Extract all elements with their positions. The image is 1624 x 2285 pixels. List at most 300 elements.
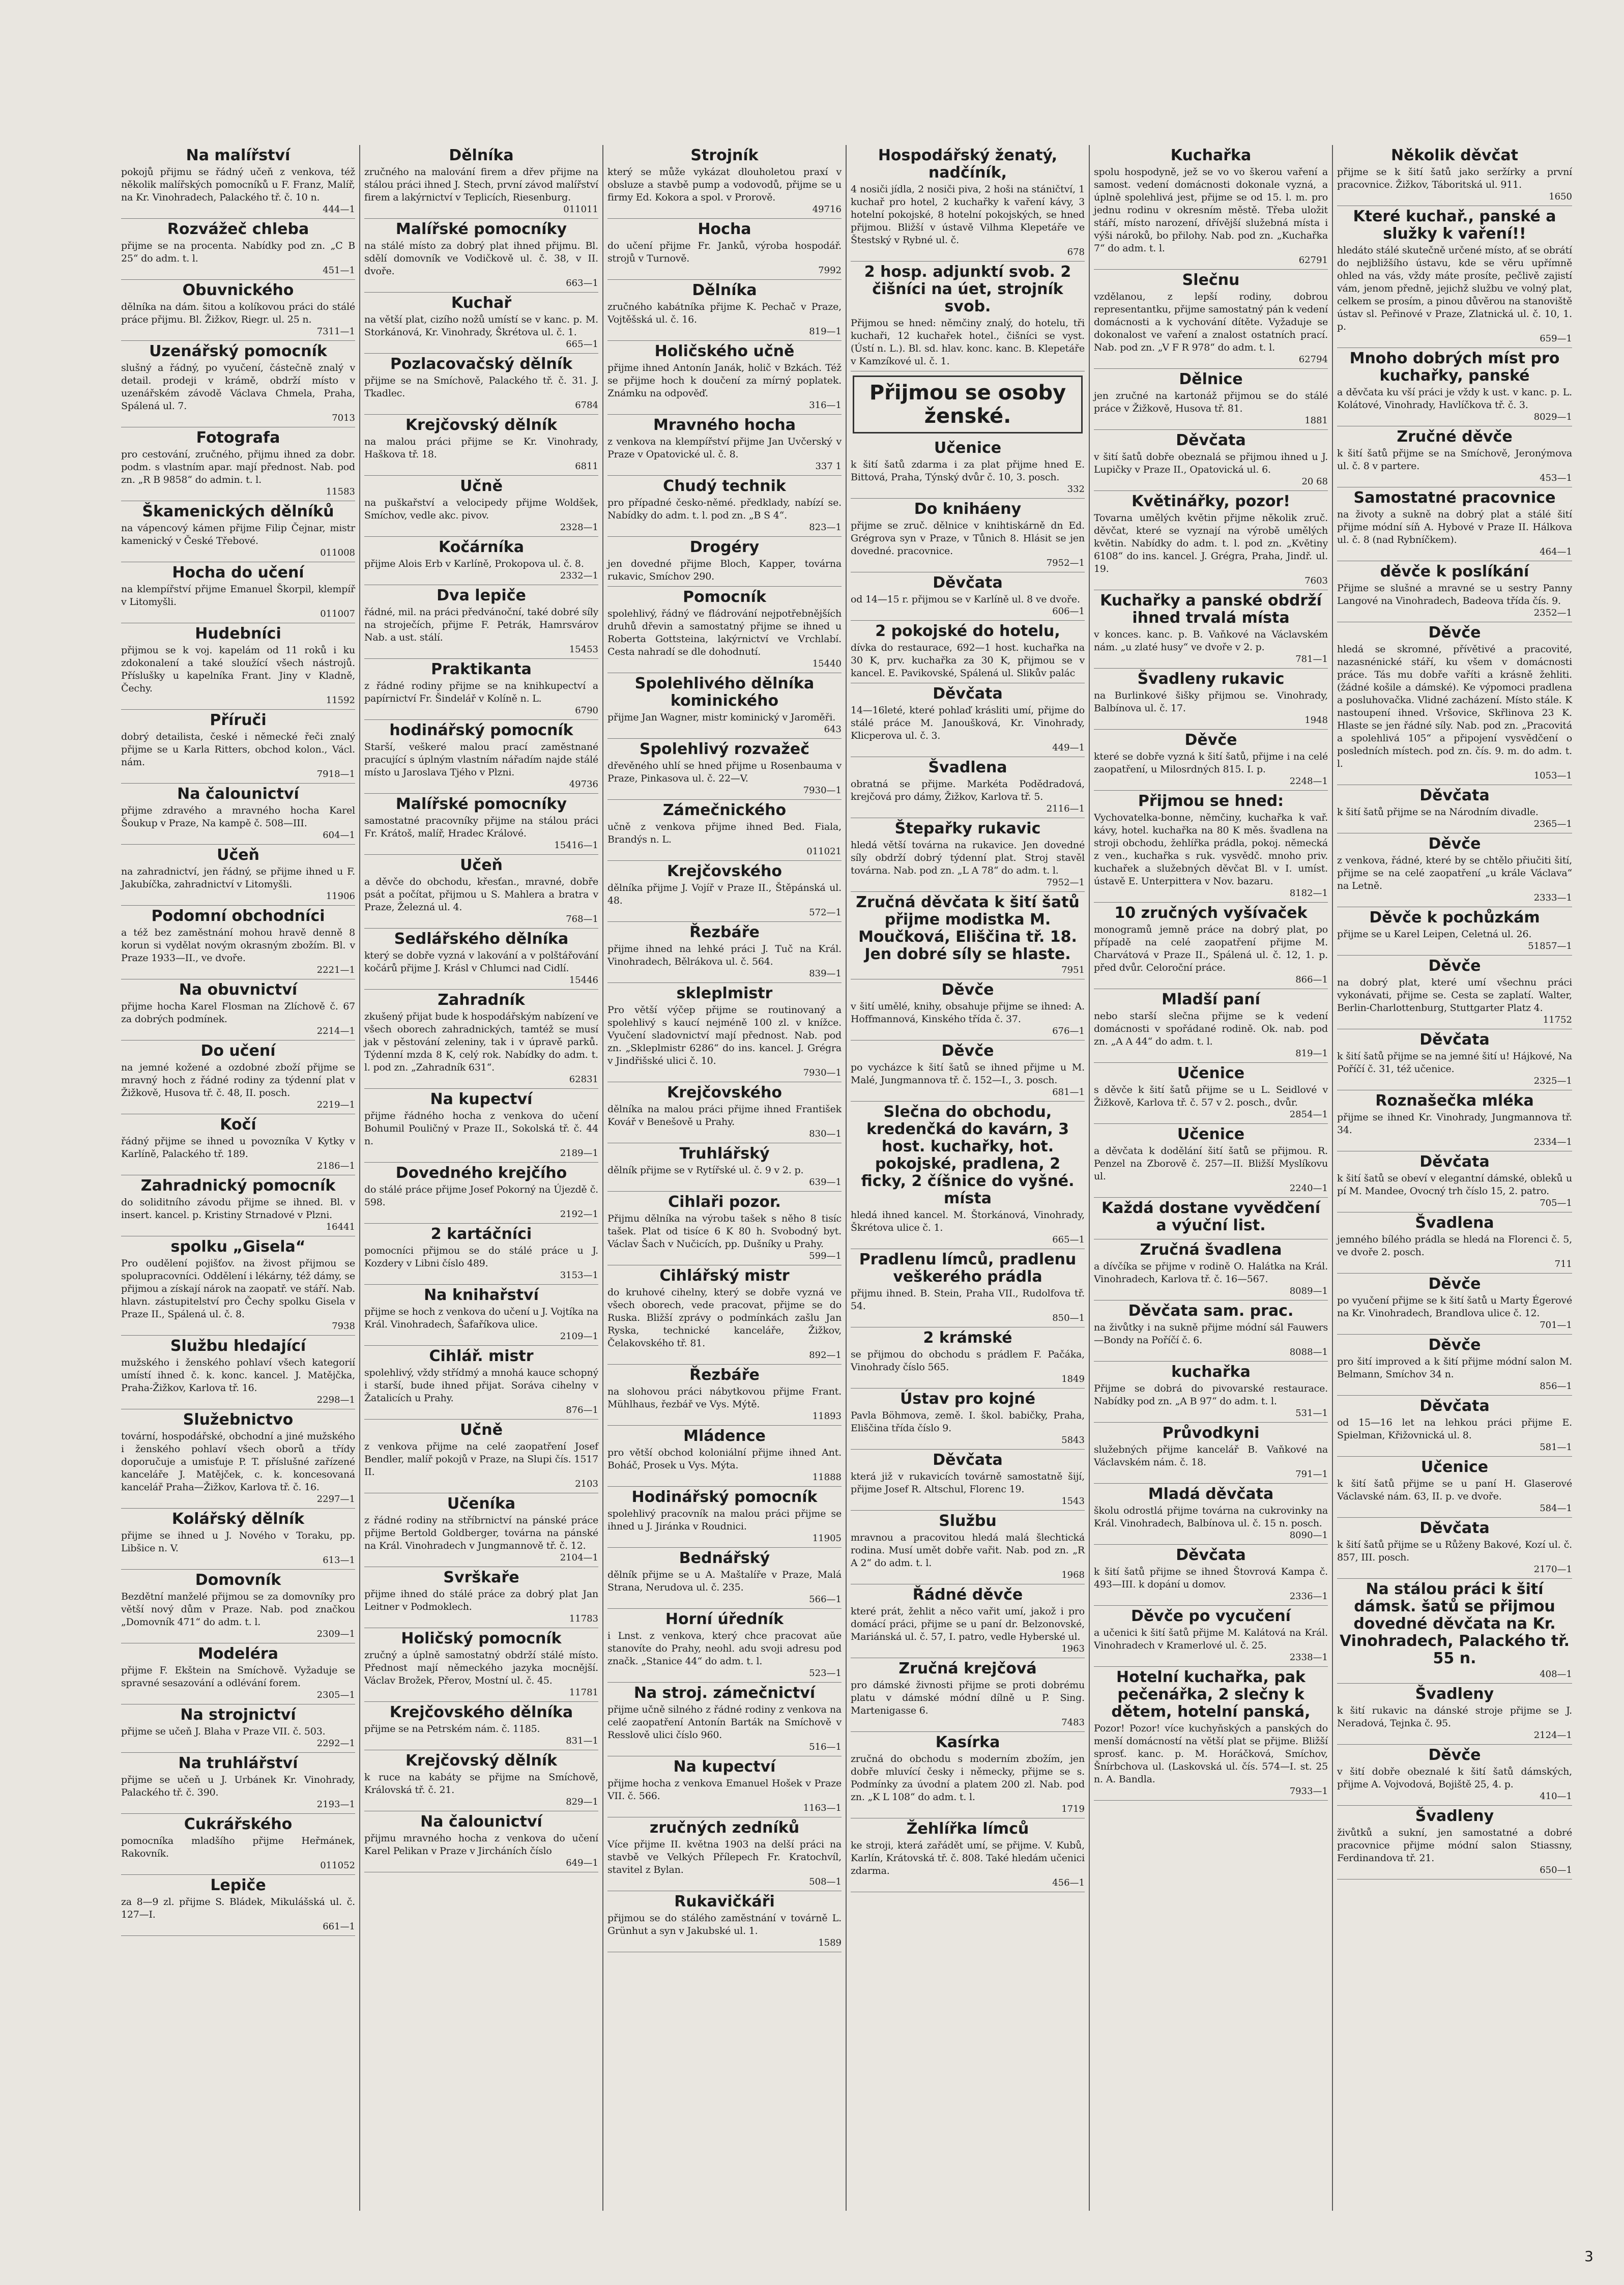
classified-ad xyxy=(1094,1239,1328,1300)
ad-body: přijme se u Karel Leipen, Celetná ul. 26. xyxy=(1337,929,1532,940)
classified-ad xyxy=(364,720,598,794)
ad-heading: Na stálou práci k šití dámsk. šatů se přijmou dovedné děvčata na Kr. Vinohradech, Palackého tř. 55 n. xyxy=(1339,1580,1570,1667)
ad-code: 11893 xyxy=(812,1411,842,1422)
ad-body: k šití šatů přijme se na Smíchově, Jeronýmova ul. č. 8 v partere. xyxy=(1337,448,1572,472)
ad-body: spolu hospodyně, jež se vo vo škerou vaření a samost. vedení domácnosti dokonale vyzná, a úplně spolehlivá jest, přijme se od 15. l. m. pro jednu rodinu v okresním městě. Třeba uložit stáří, místo narození, dřívější služebná místa i výši nároků, bo přilohy. Nab. pod zn. „Kuchařka 7“ do adm. t. l. xyxy=(1094,166,1328,254)
ad-code: 7952—1 xyxy=(1046,558,1085,568)
ad-body: přijmu ihned. B. Stein, Praha VII., Rudolfova tř. 54. xyxy=(851,1288,1085,1312)
ad-body: Pro větší výčep přijme se routinovaný a spolehlivý s kaucí nejméně 100 zl. v knížce. Vyučení sladovnictví mají přednost. Nab. pod zn. „Skleplmistr 6286“ do ins. kancel. J. Grégra v Jindřišské ulici č. 10. xyxy=(607,1004,842,1066)
ad-heading: Strojník xyxy=(690,147,759,164)
ad-body: přijme se ihned u J. Nového v Toraku, pp. Libšice n. V. xyxy=(121,1530,355,1554)
ad-code: 566—1 xyxy=(809,1594,842,1605)
ad-body: do učení přijme Fr. Janků, výroba hospodář. strojů v Turnově. xyxy=(607,240,842,264)
ad-heading: Příruči xyxy=(210,711,267,729)
ad-code: 15446 xyxy=(569,975,598,986)
ad-code: 49716 xyxy=(812,204,842,215)
ad-body: pro cestování, zručného, přijmu ihned za dobr. podm. s vlastním apar. mají přednost. Nab. pod zn. „R B 9858“ do admin. t. l. xyxy=(121,449,355,485)
classified-ad xyxy=(364,1628,598,1702)
ad-heading: Pozlacovačský dělník xyxy=(390,355,573,373)
ad-body: z venkova na klempířství přijme Jan Uvčerský v Praze v Opatovické ul. č. 8. xyxy=(607,436,842,460)
ad-body: pro větší obchod koloniální přijme ihned Ant. Boháč, Prosek u Vys. Mýta. xyxy=(607,1447,842,1471)
ad-heading: Děvčata xyxy=(933,685,1003,703)
ad-code: 7483 xyxy=(1061,1717,1085,1728)
ad-body: spolehlivý, řádný ve fládrování nejpotřebnějších druhů dřevin a samostatný přijme se ihned u Roberta Gottsteina, lakýrnictví ve Vrchlabí. Cesta nahradí se dle dohodnutí. xyxy=(607,608,842,657)
ad-heading: Do učení xyxy=(200,1042,276,1060)
ad-body: dělníka přijme J. Vojíř v Praze II., Štěpánská ul. 48. xyxy=(607,882,842,906)
classified-ad xyxy=(364,145,598,219)
ad-heading: Praktikanta xyxy=(431,660,532,678)
ad-heading: Cihlář. mistr xyxy=(429,1347,534,1365)
classified-ad xyxy=(364,659,598,720)
classified-ad xyxy=(607,1683,842,1756)
ad-heading: Dovedného krejčího xyxy=(395,1164,567,1182)
classified-ad xyxy=(607,145,842,219)
classified-ad xyxy=(121,1704,355,1753)
ad-heading: Na strojnictví xyxy=(180,1706,296,1724)
ad-body: v šití umělé, knihy, obsahuje přijme se ihned: A. Hoffmannová, Kinského třída č. 37. xyxy=(851,1001,1085,1025)
ad-body: na Burlinkové šišky přijmou se. Vinohrady, Balbínova ul. č. 17. xyxy=(1094,690,1328,714)
ad-heading: Zručná děvčata k šití šatů přijme modistka M. Moučková, Eliščina tř. 18. Jen dobré síly se hlaste. xyxy=(856,893,1080,963)
classified-ad xyxy=(121,1509,355,1570)
ad-heading: Rozvážeč chleba xyxy=(167,220,309,238)
ad-heading: Hocha xyxy=(698,220,751,238)
ad-code: 8088—1 xyxy=(1289,1347,1328,1357)
classified-ad xyxy=(121,562,355,623)
ad-body: a děvčata k dodělání šití šatů se přijmou. R. Penzel na Zborově č. 257—II. Bližší Myslíkovu ul. xyxy=(1094,1145,1328,1182)
ad-heading: Dělníka xyxy=(449,147,514,164)
ad-heading: Děvčata xyxy=(1176,431,1246,449)
classified-ad xyxy=(851,1584,1085,1658)
ad-heading: Průvodkyni xyxy=(1162,1424,1260,1442)
ad-heading: Učeň xyxy=(217,846,259,864)
ad-body: pomocníka mladšího přijme Heřmánek, Rakovník. xyxy=(121,1835,355,1859)
ad-heading: 2 kartáčníci xyxy=(430,1225,532,1243)
ad-heading: 10 zručných vyšívaček xyxy=(1114,904,1308,922)
ad-body: nebo starší slečna přijme se k vedení domácnosti v spořádané rodině. Ok. nab. pod zn. „A A 44“ do adm. t. l. xyxy=(1094,1010,1328,1047)
ad-body: školu odrostlá přijme továrna na cukrovinky na Král. Vinohradech, Balbínova ul. č. 15 n. posch. xyxy=(1094,1505,1328,1529)
ad-code: 1963 xyxy=(1061,1643,1085,1654)
classified-ad xyxy=(1094,590,1328,669)
classified-ad xyxy=(1094,369,1328,430)
classified-ad xyxy=(851,1658,1085,1732)
ad-body: na zahradnictví, jen řádný, se přijme ihned u F. Jakubíčka, zahradnictví v Litomyšli. xyxy=(121,866,355,890)
ad-body: na vápencový kámen přijme Filip Čejnar, mistr kamenický v České Třebové. xyxy=(121,523,355,546)
ad-code: 2124—1 xyxy=(1533,1730,1572,1741)
ad-body: Bezdětní manželé přijmou se za domovníky pro větší nový dům v Praze. Nab. pod značkou „Domovník 471“ do adm. t. l. xyxy=(121,1591,355,1628)
ad-body: po vyučení přijme se k šití šatů u Marty Égerové na Kr. Vinohradech, Brandlova ulice č. 12. xyxy=(1337,1295,1572,1319)
classified-ad xyxy=(607,476,842,537)
classified-ad xyxy=(1337,1396,1572,1457)
ad-body: jen zručné na kartonáž přijmou se do stálé práce v Žižkově, Husova tř. 81. xyxy=(1094,390,1328,414)
classified-ad xyxy=(851,1732,1085,1818)
ad-heading: Kasírka xyxy=(935,1733,1000,1751)
ad-body: přijme se učeň u J. Urbánek Kr. Vinohrady, Palackého tř. č. 390. xyxy=(121,1774,355,1798)
ad-body: na klempířství přijme Emanuel Škorpil, klempíř v Litomyšli. xyxy=(121,584,355,608)
ad-body: a též bez zaměstnání mohou hravě denně 8 korun si vydělat novým okrasným zbožím. Bl. v Praze 1933—II., ve dvoře. xyxy=(121,927,355,964)
classified-ad xyxy=(364,1811,598,1872)
ad-body: z venkova, řádné, které by se chtělo přiučiti šití, přijme se na celé zaopatření „u krále Václava“ na Letně. xyxy=(1337,855,1572,891)
ad-heading: Mladší paní xyxy=(1162,991,1260,1008)
ad-code: 678 xyxy=(1067,247,1085,257)
ad-body: dělníka na dám. šitou a kolíkovou práci do stálé práce přijmu. Bl. Žižkov, Riegr. ul. 25 n. xyxy=(121,301,355,325)
ad-code: 1650 xyxy=(1549,191,1572,202)
ad-heading: Učeň xyxy=(460,856,503,874)
ad-heading: Dělníka xyxy=(692,281,757,299)
ad-body: a děvčata ku vší práci je vždy k ust. v kanc. p. L. Kolátové, Vinohrady, Havlíčkova tř. č. 3. xyxy=(1337,387,1572,411)
ad-code: 11752 xyxy=(1543,1015,1572,1025)
ad-body: které prát, žehlit a něco vařit umí, jakož i pro domácí práci, přijme se u paní dr. Belzonovské, Mariánská ul. č. 57, I. patro, vedle Hyberské ul. xyxy=(851,1606,1085,1642)
classified-ad xyxy=(364,219,598,293)
classified-ad xyxy=(1337,907,1572,956)
ad-code: 15453 xyxy=(569,644,598,655)
classified-ad xyxy=(364,1420,598,1493)
ad-code: 791—1 xyxy=(1295,1469,1328,1480)
ad-code: 839—1 xyxy=(809,968,842,979)
classified-ad xyxy=(1337,426,1572,487)
ad-body: učně z venkova přijme ihned Bed. Fiala, Brandýs n. L. xyxy=(607,821,842,845)
classified-ad xyxy=(1094,430,1328,491)
ad-heading: Drogéry xyxy=(689,538,760,556)
ad-code: 444—1 xyxy=(323,204,355,215)
ad-body: dívka do restaurace, 692—1 host. kuchařka na 30 K, prv. kuchařka za 30 K, přijmou se v kancel. E. Pavikovské, Spálená ul. Slikův palác xyxy=(851,642,1085,679)
ad-heading: Děvče po vycučení xyxy=(1131,1607,1291,1625)
classified-ad xyxy=(851,1389,1085,1450)
ad-heading: Děvče xyxy=(1184,731,1237,749)
ad-heading: Slečnu xyxy=(1182,271,1240,289)
ad-heading: Které kuchař., panské a služky k vaření!! xyxy=(1353,208,1556,243)
ad-code: 011007 xyxy=(320,609,355,619)
classified-ad xyxy=(607,1265,842,1365)
ad-heading: Horní úředník xyxy=(665,1610,784,1628)
ad-heading: Děvče xyxy=(1428,835,1481,853)
classified-ad xyxy=(1337,1518,1572,1579)
ad-body: mužského i ženského pohlaví všech kategorií umístí ihned č. k. konc. kancel. J. Matějčka, Praha-Žižkov, Karlova tř. 16. xyxy=(121,1357,355,1394)
ad-heading: Na kupectví xyxy=(430,1090,533,1108)
ad-heading: Děvčata xyxy=(1419,1153,1490,1171)
classified-ad xyxy=(364,1163,598,1224)
ad-body: pokojů přijmu se řádný učeň z venkova, též několik malířských pomocníků u F. Franz, Malíř, na Kr. Vinohradech, Palackého tř. č. 10 n. xyxy=(121,166,355,203)
classified-ad xyxy=(121,1643,355,1704)
ad-code: 659—1 xyxy=(1540,333,1572,344)
classified-ad xyxy=(1337,1151,1572,1212)
classified-ad xyxy=(364,415,598,476)
ad-body: která již v rukavicích továrně samostatně šijí, přijme Josef R. Altschul, Florenc 19. xyxy=(851,1471,1085,1495)
ad-heading: Děvče xyxy=(1428,624,1481,642)
ad-heading: hodinářský pomocník xyxy=(389,721,573,739)
ad-body: přijme se učeň J. Blaha v Praze VII. č. 503. xyxy=(121,1726,326,1737)
classified-ad xyxy=(851,683,1085,757)
classified-ad xyxy=(1337,206,1572,348)
ad-code: 7951 xyxy=(1061,965,1085,975)
ad-code: 2219—1 xyxy=(316,1100,355,1110)
ad-body: hledá větší továrna na rukavice. Jen dovedné síly obdrží dobrý týdenní plat. Stroj stavěl továrna. Nab. pod zn. „L A 78“ do adm. t. l. xyxy=(851,840,1085,876)
ad-heading: Slečna do obchodu, kredenčká do kavárn, 3 host. kuchařky, hot. pokojské, pradlena, 2 ficky, 2 číšnice do vyšné. místa xyxy=(861,1103,1075,1207)
ad-code: 408—1 xyxy=(1540,1669,1572,1680)
ad-body: dělníka na malou práci přijme ihned František Kovář v Benešově u Prahy. xyxy=(607,1104,842,1127)
ad-code: 768—1 xyxy=(566,914,598,924)
ad-code: 830—1 xyxy=(809,1129,842,1139)
ad-heading: Květinářky, pozor! xyxy=(1132,493,1290,510)
ad-heading: Hocha do učení xyxy=(172,564,304,582)
classified-ad xyxy=(121,1409,355,1509)
classified-ad xyxy=(607,922,842,983)
classified-ad xyxy=(851,757,1085,818)
ad-body: na dobrý plat, které umí všechnu práci vykonávati, přijme se. Cesta se zaplatí. Walter, Berlin-Charlottenburg, Stuttgarter Platz 4. xyxy=(1337,977,1572,1014)
ad-heading: Na čalounictví xyxy=(420,1813,542,1831)
classified-ad xyxy=(121,1175,355,1236)
ad-heading: Děvčata xyxy=(1419,1519,1490,1537)
ad-heading: Zručná krejčová xyxy=(898,1660,1037,1677)
classified-ad xyxy=(121,1114,355,1175)
ad-code: 7930—1 xyxy=(803,1067,842,1078)
ad-body: přijme ihned Antonín Janák, holič v Bzkách. Též se přijme hoch k doučení za mírný poplatek. Známku na odpověď. xyxy=(607,362,842,399)
ad-body: přijme se na Smíchově, Palackého tř. č. 31. J. Tkadlec. xyxy=(364,375,598,399)
classified-ad xyxy=(364,537,598,585)
classified-ad xyxy=(607,341,842,415)
ad-body: přijme řádného hocha z venkova do učení Bohumil Pouličný v Praze II., Sokolská tř. č. 44 n. xyxy=(364,1110,598,1147)
classified-ad xyxy=(1094,989,1328,1063)
classified-ad xyxy=(1094,270,1328,369)
ad-heading: Spolehlivého dělníka kominického xyxy=(634,675,815,710)
section-title: Přijmou se osoby ženské. xyxy=(853,375,1083,433)
classified-ad xyxy=(1337,1274,1572,1335)
classified-ad xyxy=(1094,491,1328,590)
ad-code: 531—1 xyxy=(1295,1408,1328,1419)
ad-heading: Řezbáře xyxy=(689,1366,760,1384)
classified-ad xyxy=(1337,833,1572,907)
ad-body: služebných přijme kancelář B. Vaňkové na Václavském nám. č. 18. xyxy=(1094,1444,1328,1468)
ad-code: 1053—1 xyxy=(1533,770,1572,781)
ad-body: dělník přijme se v Rytířské ul. č. 9 v 2. p. xyxy=(607,1165,804,1176)
classified-ad xyxy=(607,739,842,800)
ad-body: tovární, hospodářské, obchodní a jiné mužského i ženského pohlaví všech oborů a třídy doporučuje a umisťuje P. T. příslušné zařízené kanceláře J. Matějček, c. k. koncesovaná kancelář Praha—Žižkov, Karlova tř. č. 16. xyxy=(121,1431,355,1493)
ad-body: k šití šatů přijme se na Národním divadle. xyxy=(1337,806,1539,818)
ad-body: v šití šatů dobře obeznalá se přijmou ihned u J. Lupičky v Praze II., Opatovická ul. 6. xyxy=(1094,451,1328,475)
classified-ad xyxy=(121,623,355,710)
classified-ad xyxy=(851,621,1085,683)
ad-heading: Přijmou se hned: xyxy=(1138,792,1284,810)
classified-ad xyxy=(121,784,355,845)
ad-heading: Rukavičkáři xyxy=(674,1893,775,1911)
ad-body: po vycházce k šití šatů se ihned přijme u M. Malé, Jungmannova tř. č. 152—I., 3. posch. xyxy=(851,1062,1085,1086)
ad-heading: Děvčata xyxy=(933,574,1003,592)
ad-body: přijme hocha Karel Flosman na Zlíchově č. 67 za dobrých podmínek. xyxy=(121,1001,355,1025)
classified-ad xyxy=(607,280,842,341)
ad-code: 584—1 xyxy=(1540,1503,1572,1514)
ad-code: 2352—1 xyxy=(1533,608,1572,618)
ad-heading: 2 hosp. adjunktí svob. 2 čišníci na úet, strojník svob. xyxy=(864,263,1071,315)
classified-ad xyxy=(607,1487,842,1548)
classified-ad xyxy=(851,1818,1085,1892)
ad-body: přijme zdravého a mravného hocha Karel Šoukup v Praze, Na kampě č. 508—III. xyxy=(121,805,355,829)
ad-body: 14—16leté, které pohlaď krásliti umí, přijme do stálé práce M. Janoušková, Kr. Vinohrady, Klicperova ul. č. 3. xyxy=(851,705,1085,741)
ad-heading: zručných zedníků xyxy=(649,1819,800,1837)
classified-ad xyxy=(364,794,598,855)
column-3 xyxy=(603,145,847,2211)
ad-code: 508—1 xyxy=(809,1876,842,1887)
ad-code: 11592 xyxy=(326,695,355,706)
ad-heading: Roznašečka mléka xyxy=(1375,1092,1534,1110)
ad-code: 449—1 xyxy=(1052,742,1085,753)
classified-ad xyxy=(851,1249,1085,1327)
classified-ad xyxy=(607,983,842,1082)
ad-code: 856—1 xyxy=(1540,1381,1572,1392)
ad-body: dobrý detailista, české i německé řeči znalý přijme se u Karla Ritters, obchod kolon., Václ. nám. xyxy=(121,731,355,768)
ad-heading: Děvčata sam. prac. xyxy=(1128,1302,1294,1320)
ad-body: z řádné rodiny přijme se na knihkupectví a papírnictví Fr. Šindelář v Kolíně n. L. xyxy=(364,680,598,704)
ad-heading: Švadlena xyxy=(928,759,1007,776)
classified-ad xyxy=(1337,1806,1572,1879)
classified-ad xyxy=(121,906,355,979)
classified-ad xyxy=(851,1327,1085,1389)
ad-code: 011021 xyxy=(806,846,842,857)
ad-heading: Učenice xyxy=(1177,1125,1245,1143)
ad-body: přijme ihned na lehké práci J. Tuč na Král. Vinohradech, Bělrákova ul. č. 564. xyxy=(607,943,842,967)
classified-ad xyxy=(364,855,598,929)
ad-code: 649—1 xyxy=(566,1858,598,1868)
classified-ad xyxy=(607,673,842,739)
ad-code: 464—1 xyxy=(1540,546,1572,557)
classified-ad xyxy=(1337,348,1572,426)
ad-code: 829—1 xyxy=(566,1797,598,1807)
ad-body: z řádné rodiny na stříbrnictví na pánské práce přijme Bertold Goldberger, továrna na pánské na Král. Vinohradech v Jungmannově tř. č. 12. xyxy=(364,1515,598,1551)
ad-code: 62791 xyxy=(1298,255,1328,266)
ad-body: řádné, mil. na práci předvánoční, také dobré síly na stroječích, přijme F. Petrák, Hamrsvárov Nab. a ust. stálí. xyxy=(364,606,598,643)
classified-ad xyxy=(607,861,842,922)
classified-ad xyxy=(1337,1212,1572,1274)
classified-ad xyxy=(607,1143,842,1192)
ad-body: jemného bílého prádla se hledá na Florenci č. 5, ve dvoře 2. posch. xyxy=(1337,1234,1572,1258)
ad-body: mravnou a pracovitou hledá malá šlechtická rodina. Musí umět dobře vařit. Nab. pod zn. „R A 2“ do adm. t. l. xyxy=(851,1532,1085,1569)
ad-body: jen dovedné přijme Bloch, Kapper, továrna rukavic, Smíchov 290. xyxy=(607,558,842,582)
ad-code: 2325—1 xyxy=(1533,1076,1572,1086)
classified-ad xyxy=(1094,1198,1328,1239)
ad-code: 701—1 xyxy=(1540,1320,1572,1330)
ad-code: 2305—1 xyxy=(316,1690,355,1700)
ad-code: 11783 xyxy=(569,1613,598,1624)
ad-body: 4 nosiči jídla, 2 nosiči piva, 2 hoši na stáničtví, 1 kuchař pro hotel, 2 kuchařky k vaření kávy, 3 hotelní pokojské, 8 hotelní pokojských, se hned přijmou. Bližší v ústavě Vilhma Klepetáře ve Štestský v Rybné ul. č. xyxy=(851,184,1085,246)
ad-heading: Sedlářského dělníka xyxy=(394,930,569,948)
ad-body: přijmou se do stálého zaměstnání v továrně L. Grünhut a syn v Jakubské ul. 1. xyxy=(607,1913,842,1936)
ad-body: který se dobře vyzná v lakování a v polštářování kočárů přijme J. Krásl v Chlumci nad Cidlí. xyxy=(364,950,598,974)
ad-code: 2333—1 xyxy=(1533,892,1572,903)
ad-code: 1968 xyxy=(1061,1570,1085,1580)
ad-code: 781—1 xyxy=(1295,654,1328,664)
ad-heading: Hospodářský ženatý, nadčíník, xyxy=(878,147,1058,182)
ad-body: na puškařství a velocipedy přijme Woldšek, Smíchov, vedle akc. pivov. xyxy=(364,497,598,521)
ad-body: vzdělanou, z lepší rodiny, dobrou representantku, přijme samostatný pán k vedení domácnosti a k vychování dítěte. Vyžaduje se dokonalost ve vaření a znalost ostatních prací. Nab. pod zn. „V F R 978“ do adm. t. l. xyxy=(1094,291,1328,353)
ad-code: 572—1 xyxy=(809,907,842,918)
ad-body: v šití dobře obeznalé k šití šatů dámských, přijme A. Vojvodová, Bojiště 25, 4. p. xyxy=(1337,1766,1572,1790)
column-5 xyxy=(1090,145,1333,2211)
ad-heading: Děvčata xyxy=(1419,1397,1490,1415)
ad-body: zručného kabátníka přijme K. Pechač v Praze, Vojtěšská ul. č. 16. xyxy=(607,301,842,325)
ad-code: 650—1 xyxy=(1540,1865,1572,1875)
ad-heading: Mravného hocha xyxy=(653,416,796,434)
ad-body: zručný a úplně samostatný obdrží stálé místo. Přednost mají německého jazyka mocnější. Václav Brožek, Přerov, Mostní ul. č. 45. xyxy=(364,1650,598,1686)
ad-code: 8090—1 xyxy=(1289,1530,1328,1541)
ad-heading: Škamenických dělníků xyxy=(142,503,334,520)
ad-heading: Na čalounictví xyxy=(177,785,299,803)
ad-code: 2248—1 xyxy=(1289,776,1328,787)
column-4 xyxy=(847,145,1090,2211)
column-1 xyxy=(117,145,360,2211)
ad-heading: Dělnice xyxy=(1179,370,1243,388)
ad-body: k šití šatů přijme se u Růženy Bakové, Kozí ul. č. 857, III. posch. xyxy=(1337,1539,1572,1563)
classified-ad xyxy=(851,892,1085,979)
ad-code: 581—1 xyxy=(1540,1442,1572,1453)
classified-ad xyxy=(607,415,842,476)
ad-code: 6790 xyxy=(575,705,598,716)
ad-body: spolehlivý pracovník na malou práci přijme se ihned u J. Jiránka v Roudnici. xyxy=(607,1508,842,1532)
ad-code: 711 xyxy=(1554,1259,1572,1269)
ad-heading: Učně xyxy=(460,1421,503,1439)
classified-ad xyxy=(607,1192,842,1265)
ad-heading: Žehlířka límců xyxy=(906,1820,1029,1838)
ad-body: pomocníci přijmou se do stálé práce u J. Kozdery v Libni číslo 489. xyxy=(364,1245,598,1269)
ad-body: obratná se přijme. Markéta Podědradová, krejčová pro dámy, Žižkov, Karlova tř. 5. xyxy=(851,778,1085,802)
ad-code: 7603 xyxy=(1304,575,1328,586)
ad-body: Více přijme II. května 1903 na delší práci na stavbě ve Velkých Přílepech Fr. Kratochvíl, stavitel z Bylan. xyxy=(607,1839,842,1875)
ad-heading: Krejčovský dělník xyxy=(405,1752,558,1770)
ad-heading: Na kupectví xyxy=(673,1758,776,1776)
classified-ad xyxy=(607,1891,842,1952)
ad-body: na malou práci přijme se Kr. Vinohrady, Haškova tř. 18. xyxy=(364,436,598,460)
classified-ad xyxy=(1094,730,1328,791)
ad-heading: Službu xyxy=(939,1512,997,1530)
ad-body: spolehlivý, vždy střídmý a mnohá kauce schopný i starší, bude ihned přijat. Soráva cihelny v Žatalicích u Prahy. xyxy=(364,1367,598,1404)
ad-heading: Kuchařky a panské obdrží ihned trvalá místa xyxy=(1100,592,1322,627)
ad-heading: Samostatné pracovnice xyxy=(1353,489,1556,507)
ad-code: 523—1 xyxy=(809,1668,842,1679)
ad-code: 819—1 xyxy=(1295,1048,1328,1059)
ad-body: přijme se zruč. dělnice v knihtiskárně dn Ed. Grégrova syn v Praze, v Tůnich 8. Hlásit se jen dovedné. pracovnice. xyxy=(851,520,1085,557)
ad-code: 819—1 xyxy=(809,326,842,337)
classified-ad xyxy=(121,979,355,1040)
ad-code: 2336—1 xyxy=(1289,1591,1328,1602)
ad-code: 2186—1 xyxy=(316,1161,355,1171)
ad-heading: Chudý technik xyxy=(663,477,786,495)
ad-body: Vychovatelka-bonne, němčiny, kuchařka k vař. kávy, hotel. kuchařka na 80 K měs. švadlena na stroji obchodu, žehlířka prádla, pokoj. německá z ven., kuchařka s ruk. vysvědč. mnoho priv. kuchařek a služebných děvčat Bl. v I. umíst. ústavě E. Unterpittera v Nov. bazaru. xyxy=(1094,812,1328,887)
ad-heading: Každá dostane vyvědčení a výuční list. xyxy=(1101,1199,1321,1234)
ad-code: 332 xyxy=(1067,484,1085,495)
ad-code: 850—1 xyxy=(1052,1313,1085,1323)
classified-ad xyxy=(1094,1423,1328,1484)
ad-code: 665—1 xyxy=(566,339,598,350)
ad-heading: Děvčata xyxy=(1176,1546,1246,1564)
ad-body: Tovarna umělých květin přijme několik zruč. děvčat, které se vyznají na výrobě umělých květin. Nabídky do adm. t. l. pod zn. „Květiny 6108“ do ins. kancel. J. Grégra, Praha, Jindř. ul. 19. xyxy=(1094,512,1328,574)
ad-heading: Zahradnický pomocník xyxy=(140,1177,336,1195)
classified-ad xyxy=(1094,145,1328,270)
ad-code: 453—1 xyxy=(1540,473,1572,483)
ad-heading: Na obuvnictví xyxy=(179,981,298,999)
ad-body: ke stroji, která zařádět umí, se přijme. V. Kubů, Karlín, Krátovská tř. č. 808. Také hledám učenici zdarma. xyxy=(851,1840,1085,1876)
ad-code: 661—1 xyxy=(323,1921,355,1932)
classified-ad xyxy=(121,1570,355,1643)
ad-code: 2214—1 xyxy=(316,1026,355,1036)
ad-code: 49736 xyxy=(569,779,598,790)
classified-ad xyxy=(607,1365,842,1426)
ad-body: přijme hocha z venkova Emanuel Hošek v Praze VII. č. 566. xyxy=(607,1778,842,1802)
classified-ad xyxy=(121,341,355,427)
ad-code: 8182—1 xyxy=(1289,888,1328,899)
ad-code: 2298—1 xyxy=(316,1395,355,1405)
ad-heading: Krejčovského dělníka xyxy=(389,1703,573,1721)
classified-ad xyxy=(607,1609,842,1683)
classified-ad xyxy=(364,1702,598,1750)
classified-ad xyxy=(1337,622,1572,785)
ad-heading: spolku „Gisela“ xyxy=(170,1238,306,1256)
